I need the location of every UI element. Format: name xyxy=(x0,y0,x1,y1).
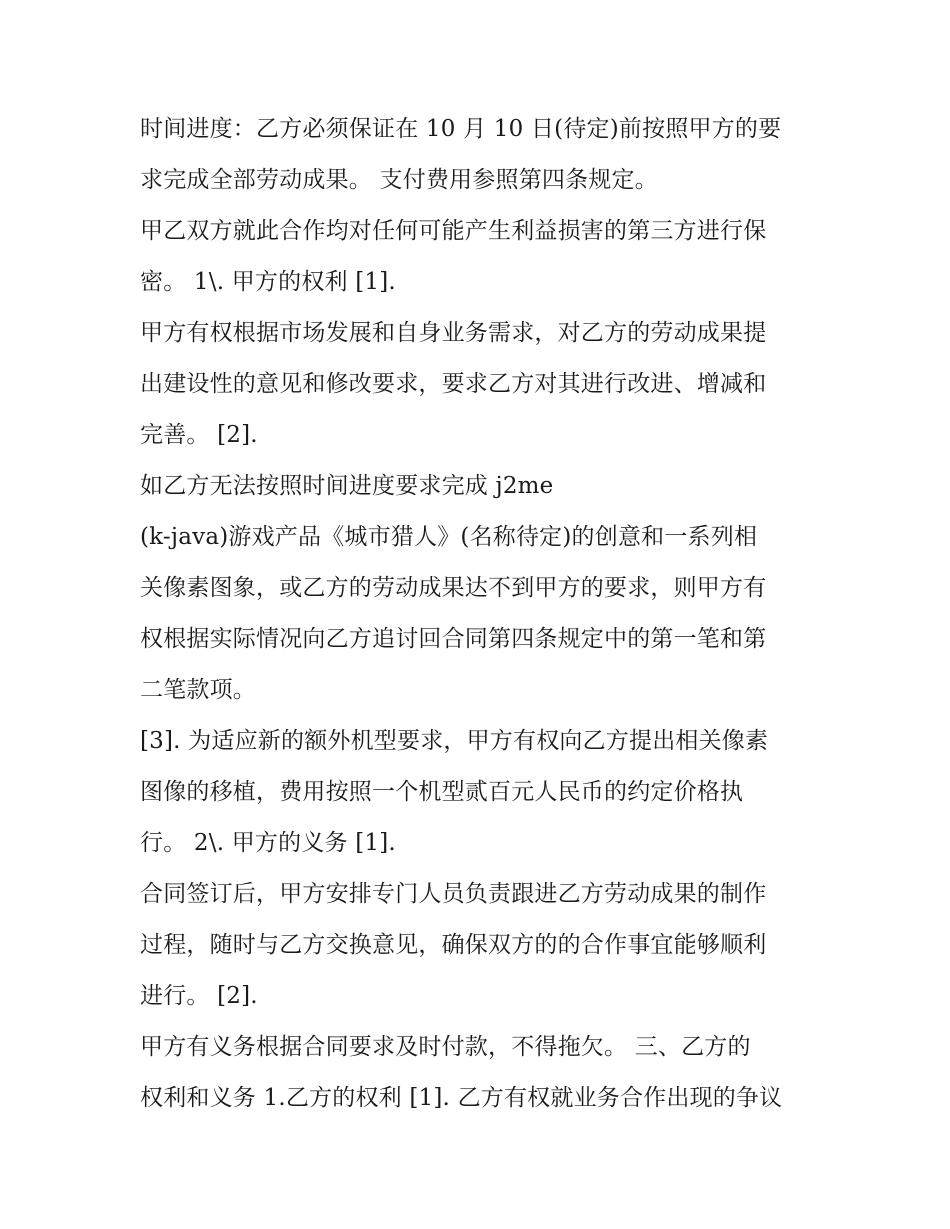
text-line: 完善。 [2]. xyxy=(140,422,258,448)
text-line: 行。 2\. 甲方的义务 [1]. xyxy=(140,830,396,856)
text-line: 合同签订后，甲方安排专门人员负责跟进乙方劳动成果的制作 xyxy=(140,881,767,907)
text-line: (k-java)游戏产品《城市猎人》(名称待定)的创意和一系列相 xyxy=(140,524,758,550)
text-line: 时间进度：乙方必须保证在 10 月 10 日(待定)前按照甲方的要 xyxy=(140,116,782,142)
text-line: 甲方有义务根据合同要求及时付款，不得拖欠。 三、乙方的 xyxy=(140,1034,751,1060)
text-line: 进行。 [2]. xyxy=(140,983,258,1009)
text-line: 出建设性的意见和修改要求，要求乙方对其进行改进、增减和 xyxy=(140,371,767,397)
text-line: 过程，随时与乙方交换意见，确保双方的的合作事宜能够顺利 xyxy=(140,932,767,958)
text-line: 甲乙双方就此合作均对任何可能产生利益损害的第三方进行保 xyxy=(140,218,767,244)
text-line: 密。 1\. 甲方的权利 [1]. xyxy=(140,269,396,295)
text-line: 甲方有权根据市场发展和自身业务需求，对乙方的劳动成果提 xyxy=(140,320,767,346)
document-body xyxy=(140,104,830,1124)
text-line: 二笔款项。 xyxy=(140,677,256,703)
text-line: 图像的移植，费用按照一个机型贰百元人民币的约定价格执 xyxy=(140,779,744,805)
text-line: 权根据实际情况向乙方追讨回合同第四条规定中的第一笔和第 xyxy=(140,626,767,652)
text-line: 求完成全部劳动成果。 支付费用参照第四条规定。 xyxy=(140,167,658,193)
text-line: 权利和义务 1.乙方的权利 [1]. 乙方有权就业务合作出现的争议 xyxy=(140,1085,783,1111)
text-line: [3]. 为适应新的额外机型要求，甲方有权向乙方提出相关像素 xyxy=(140,728,769,754)
text-line: 如乙方无法按照时间进度要求完成 j2me xyxy=(140,473,554,499)
text-line: 关像素图象，或乙方的劳动成果达不到甲方的要求，则甲方有 xyxy=(140,575,767,601)
